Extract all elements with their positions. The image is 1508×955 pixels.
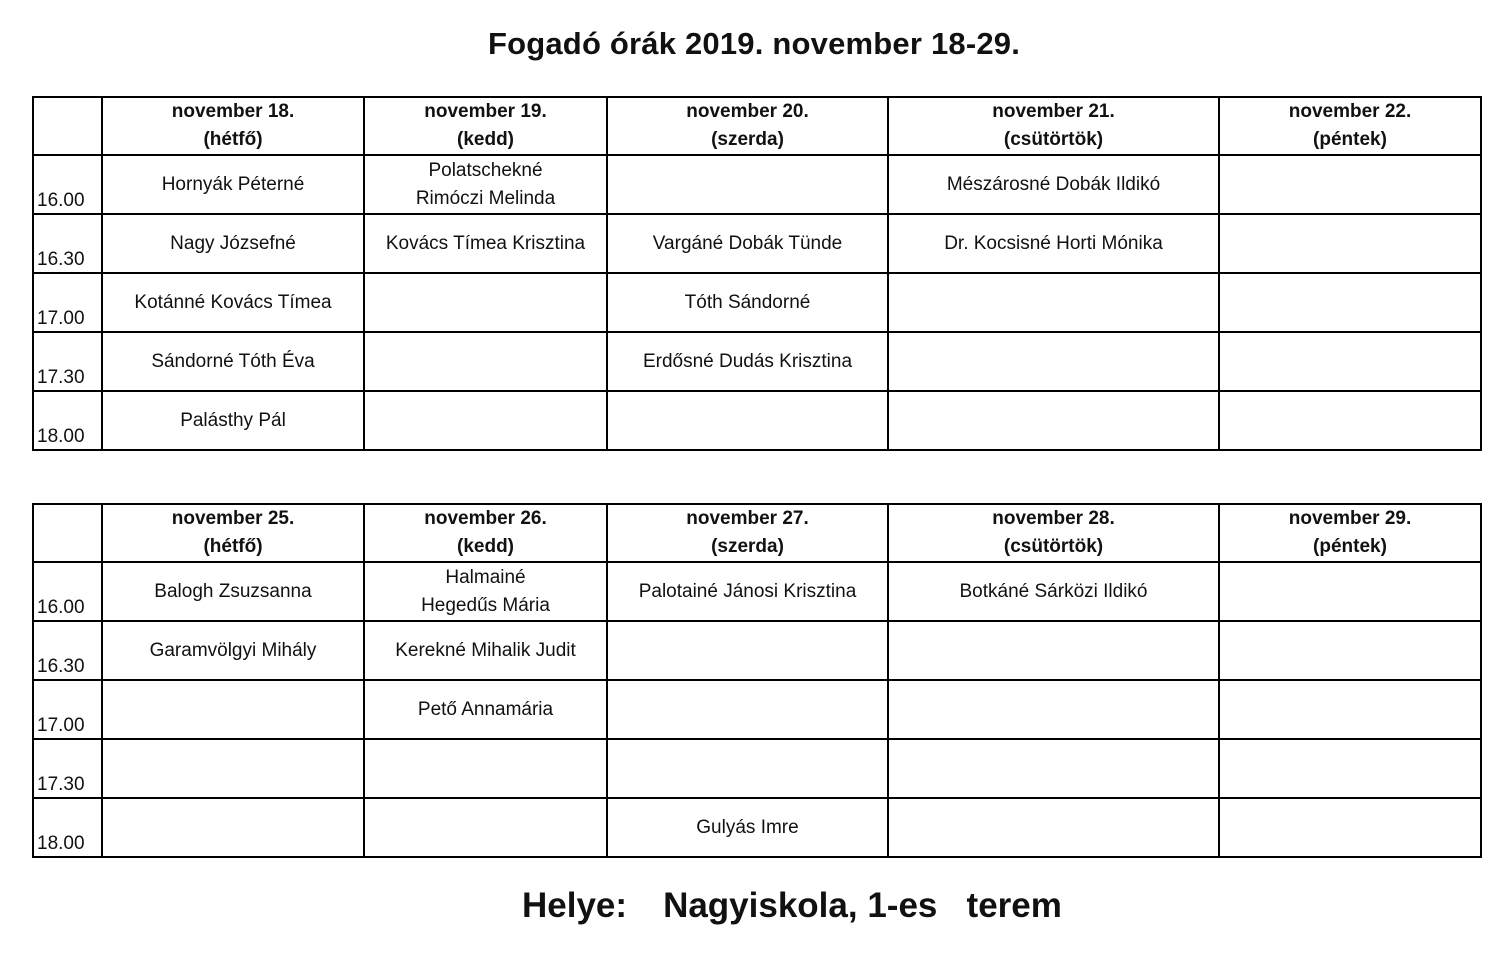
appointment-cell: [364, 680, 607, 739]
day-date: november 26.: [424, 508, 547, 529]
day-weekday: (péntek): [1313, 536, 1387, 557]
teacher-name: Kerekné Mihalik Judit: [395, 639, 576, 661]
day-header: [607, 504, 888, 562]
appointment-cell: [888, 621, 1219, 680]
appointment-cell: [607, 562, 888, 621]
appointment-cell: [888, 798, 1219, 857]
appointment-cell: [888, 332, 1219, 391]
schedule-table-week2: [32, 503, 1482, 858]
day-weekday: (hétfő): [203, 129, 263, 150]
teacher-name: Mészárosné Dobák Ildikó: [946, 173, 1161, 195]
location-value: Nagyiskola, 1-es terem: [663, 886, 1062, 925]
time-slot: 17.00: [33, 680, 102, 739]
day-weekday: (péntek): [1313, 129, 1387, 150]
time-row: [33, 562, 1481, 621]
appointment-cell: [364, 621, 607, 680]
teacher-name: Garamvölgyi Mihály: [149, 639, 317, 661]
teacher-name: Vargáné Dobák Tünde: [652, 232, 843, 254]
day-header: [102, 504, 364, 562]
location-label: Helye:: [522, 886, 628, 925]
appointment-cell: [607, 798, 888, 857]
header-row: [33, 504, 1481, 562]
appointment-cell: [607, 155, 888, 214]
day-header: [607, 97, 888, 155]
appointment-cell: [888, 680, 1219, 739]
appointment-cell: [888, 391, 1219, 450]
time-slot: 18.00: [33, 391, 102, 450]
teacher-name: Polatschekné: [428, 159, 543, 181]
time-row: [33, 680, 1481, 739]
teacher-name: Nagy Józsefné: [170, 232, 296, 254]
teacher-name: Palotainé Jánosi Krisztina: [638, 580, 857, 602]
appointment-cell: [1219, 562, 1481, 621]
day-date: november 21.: [992, 101, 1115, 122]
teacher-name: Kovács Tímea Krisztina: [385, 232, 586, 254]
time-row: [33, 214, 1481, 273]
teacher-name: Rimóczi Melinda: [415, 187, 556, 209]
teacher-name: Hegedűs Mária: [421, 594, 550, 616]
day-weekday: (csütörtök): [1003, 536, 1104, 557]
day-header: [1219, 504, 1481, 562]
day-weekday: (hétfő): [203, 536, 263, 557]
day-date: november 22.: [1288, 101, 1412, 122]
teacher-name: Sándorné Tóth Éva: [151, 350, 315, 372]
day-header: [364, 97, 607, 155]
time-slot: 16.30: [33, 621, 102, 680]
day-weekday: (kedd): [457, 129, 514, 150]
teacher-name: Halmainé: [445, 566, 526, 588]
appointment-cell: [102, 332, 364, 391]
appointment-cell: [607, 680, 888, 739]
day-header: [1219, 97, 1481, 155]
teacher-name: Tóth Sándorné: [684, 291, 811, 313]
appointment-cell: [364, 798, 607, 857]
appointment-cell: [607, 391, 888, 450]
appointment-cell: [607, 332, 888, 391]
day-date: november 25.: [171, 508, 295, 529]
day-header: [888, 504, 1219, 562]
appointment-cell: [364, 214, 607, 273]
appointment-cell: [607, 621, 888, 680]
day-weekday: (kedd): [457, 536, 514, 557]
time-slot: 16.00: [33, 155, 102, 214]
appointment-cell: [888, 739, 1219, 798]
day-date: november 29.: [1288, 508, 1412, 529]
appointment-cell: [102, 391, 364, 450]
schedule-body: [33, 504, 1481, 857]
teacher-name: Hornyák Péterné: [161, 173, 305, 195]
appointment-cell: [364, 332, 607, 391]
day-date: november 28.: [992, 508, 1115, 529]
corner-cell: [33, 97, 102, 155]
teacher-name: Kotánné Kovács Tímea: [134, 291, 332, 313]
header-row: [33, 97, 1481, 155]
day-header: [888, 97, 1219, 155]
time-row: [33, 739, 1481, 798]
teacher-name: Palásthy Pál: [180, 409, 286, 431]
time-slot: 18.00: [33, 798, 102, 857]
appointment-cell: [1219, 391, 1481, 450]
teacher-name: Pető Annamária: [417, 698, 554, 720]
appointment-cell: [102, 739, 364, 798]
time-row: [33, 273, 1481, 332]
appointment-cell: [607, 214, 888, 273]
corner-cell: [33, 504, 102, 562]
appointment-cell: [1219, 680, 1481, 739]
location-footer: [522, 886, 1062, 926]
time-slot: 17.00: [33, 273, 102, 332]
appointment-cell: [102, 680, 364, 739]
appointment-cell: [102, 562, 364, 621]
day-date: november 20.: [686, 101, 809, 122]
appointment-cell: [888, 273, 1219, 332]
day-date: november 18.: [171, 101, 295, 122]
appointment-cell: [1219, 621, 1481, 680]
time-slot: 17.30: [33, 332, 102, 391]
teacher-name: Erdősné Dudás Krisztina: [642, 350, 853, 372]
appointment-cell: [364, 391, 607, 450]
teacher-name: Gulyás Imre: [696, 816, 799, 838]
time-row: [33, 621, 1481, 680]
appointment-cell: [102, 273, 364, 332]
day-header: [364, 504, 607, 562]
day-weekday: (csütörtök): [1003, 129, 1104, 150]
appointment-cell: [1219, 155, 1481, 214]
appointment-cell: [102, 798, 364, 857]
teacher-name: Balogh Zsuzsanna: [154, 580, 312, 602]
teacher-name: Dr. Kocsisné Horti Mónika: [944, 232, 1163, 254]
appointment-cell: [102, 621, 364, 680]
schedule-table-week1: [32, 96, 1482, 451]
day-weekday: (szerda): [711, 129, 784, 150]
day-weekday: (szerda): [711, 536, 784, 557]
schedule-body: [33, 97, 1481, 450]
appointment-cell: [364, 562, 607, 621]
day-date: november 27.: [686, 508, 809, 529]
appointment-cell: [1219, 739, 1481, 798]
time-slot: 17.30: [33, 739, 102, 798]
appointment-cell: [607, 273, 888, 332]
appointment-cell: [1219, 798, 1481, 857]
day-header: [102, 97, 364, 155]
appointment-cell: [1219, 214, 1481, 273]
day-date: november 19.: [424, 101, 547, 122]
time-row: [33, 155, 1481, 214]
appointment-cell: [364, 155, 607, 214]
time-row: [33, 332, 1481, 391]
page-title: Fogadó órák 2019. november 18-29.: [487, 26, 1021, 61]
appointment-cell: [102, 155, 364, 214]
time-slot: 16.00: [33, 562, 102, 621]
appointment-cell: [1219, 273, 1481, 332]
appointment-cell: [102, 214, 364, 273]
appointment-cell: [607, 739, 888, 798]
time-slot: 16.30: [33, 214, 102, 273]
appointment-cell: [364, 273, 607, 332]
appointment-cell: [364, 739, 607, 798]
appointment-cell: [888, 155, 1219, 214]
teacher-name: Botkáné Sárközi Ildikó: [959, 580, 1148, 602]
appointment-cell: [888, 214, 1219, 273]
appointment-cell: [1219, 332, 1481, 391]
time-row: [33, 798, 1481, 857]
time-row: [33, 391, 1481, 450]
appointment-cell: [888, 562, 1219, 621]
